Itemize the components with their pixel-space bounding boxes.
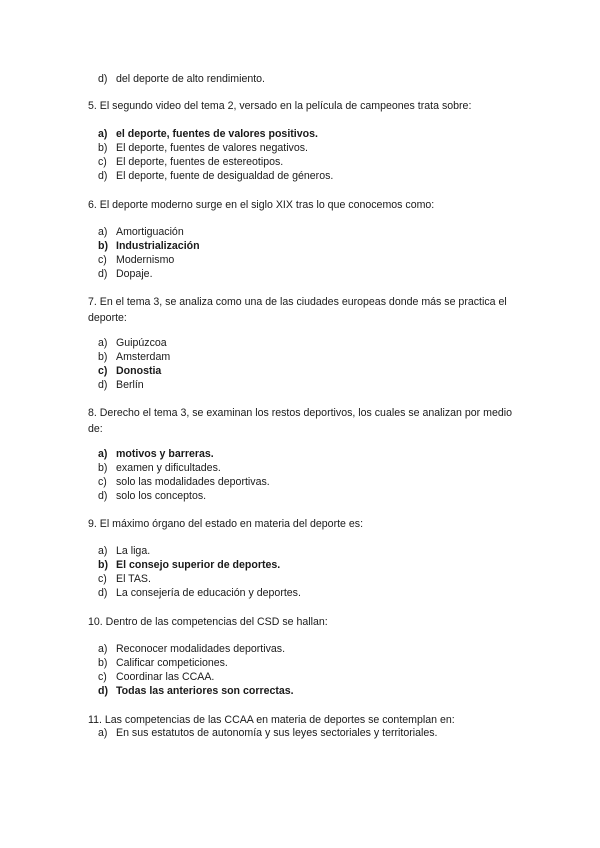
option-letter: b) bbox=[98, 351, 108, 363]
q5-option-a bbox=[98, 127, 318, 141]
option-letter: b) bbox=[98, 142, 108, 154]
option-letter: a) bbox=[98, 128, 108, 140]
q9-option-d bbox=[98, 586, 301, 600]
option-letter: c) bbox=[98, 254, 107, 266]
option-text: El deporte, fuentes de valores negativos. bbox=[116, 142, 308, 154]
option-text: examen y dificultades. bbox=[116, 462, 221, 474]
q10-option-d bbox=[98, 684, 294, 698]
option-letter: b) bbox=[98, 462, 108, 474]
option-letter: a) bbox=[98, 226, 108, 238]
q7-option-c bbox=[98, 364, 161, 378]
question-6: 6. El deporte moderno surge en el siglo XIX tras lo que conocemos como: bbox=[88, 199, 435, 211]
q8-option-a bbox=[98, 447, 214, 461]
option-text: Calificar competiciones. bbox=[116, 657, 228, 669]
option-letter: b) bbox=[98, 559, 108, 571]
option-letter: c) bbox=[98, 156, 107, 168]
q7-option-d bbox=[98, 378, 144, 392]
q6-option-a bbox=[98, 225, 184, 239]
q10-option-c bbox=[98, 670, 214, 684]
option-text: Modernismo bbox=[116, 254, 175, 266]
question-11: 11. Las competencias de las CCAA en materia de deportes se contemplan en: bbox=[88, 714, 455, 726]
option-letter: a) bbox=[98, 337, 108, 349]
option-letter: c) bbox=[98, 476, 107, 488]
option-text: Coordinar las CCAA. bbox=[116, 671, 215, 683]
option-letter: d) bbox=[98, 685, 108, 697]
option-letter: d) bbox=[98, 268, 108, 280]
q6-option-d bbox=[98, 267, 153, 281]
option-letter: d) bbox=[98, 170, 108, 182]
option-letter: a) bbox=[98, 727, 108, 739]
option-text: Todas las anteriores son correctas. bbox=[116, 685, 294, 697]
question-7: 7. En el tema 3, se analiza como una de las ciudades europeas donde más se practica el deporte: bbox=[88, 296, 507, 324]
option-text: La consejería de educación y deportes. bbox=[116, 587, 301, 599]
q5-option-c bbox=[98, 155, 283, 169]
q6-option-c bbox=[98, 253, 174, 267]
option-letter: d) bbox=[98, 379, 108, 391]
q6-option-b bbox=[98, 239, 200, 253]
option-text: Donostia bbox=[116, 365, 162, 377]
option-letter: a) bbox=[98, 448, 108, 460]
option-text: El deporte, fuentes de estereotipos. bbox=[116, 156, 284, 168]
question-10: 10. Dentro de las competencias del CSD se hallan: bbox=[88, 616, 328, 628]
q5-option-d bbox=[98, 169, 333, 183]
q11-option-a bbox=[98, 726, 438, 740]
option-text: Industrialización bbox=[116, 240, 200, 252]
option-letter: b) bbox=[98, 240, 108, 252]
question-5: 5. El segundo video del tema 2, versado en la película de campeones trata sobre: bbox=[88, 100, 472, 112]
option-letter: a) bbox=[98, 643, 108, 655]
option-letter: c) bbox=[98, 573, 107, 585]
q9-option-b bbox=[98, 558, 280, 572]
option-text: Amortiguación bbox=[116, 226, 184, 238]
option-letter: c) bbox=[98, 671, 107, 683]
option-text: Berlín bbox=[116, 379, 144, 391]
q8-option-d bbox=[98, 489, 206, 503]
question-8: 8. Derecho el tema 3, se examinan los restos deportivos, los cuales se analizan por medio de: bbox=[88, 407, 512, 435]
option-text: solo los conceptos. bbox=[116, 490, 207, 502]
option-letter: d) bbox=[98, 73, 108, 85]
option-letter: d) bbox=[98, 490, 108, 502]
q9-option-c bbox=[98, 572, 151, 586]
option-text: Amsterdam bbox=[116, 351, 171, 363]
option-text: En sus estatutos de autonomía y sus leyes sectoriales y territoriales. bbox=[116, 727, 438, 739]
q10-option-b bbox=[98, 656, 228, 670]
option-letter: b) bbox=[98, 657, 108, 669]
q9-option-a bbox=[98, 544, 150, 558]
q8-option-c bbox=[98, 475, 270, 489]
option-text: del deporte de alto rendimiento. bbox=[116, 73, 266, 85]
option-letter: a) bbox=[98, 545, 108, 557]
option-text: motivos y barreras. bbox=[116, 448, 214, 460]
q8-option-b bbox=[98, 461, 221, 475]
option-text: solo las modalidades deportivas. bbox=[116, 476, 270, 488]
option-text: El deporte, fuente de desigualdad de géneros. bbox=[116, 170, 334, 182]
option-text: Guipúzcoa bbox=[116, 337, 167, 349]
q5-option-b bbox=[98, 141, 308, 155]
option-text: Reconocer modalidades deportivas. bbox=[116, 643, 286, 655]
option-text: El consejo superior de deportes. bbox=[116, 559, 281, 571]
q10-option-a bbox=[98, 642, 285, 656]
option-text: El TAS. bbox=[116, 573, 151, 585]
option-text: el deporte, fuentes de valores positivos. bbox=[116, 128, 318, 140]
option-text: La liga. bbox=[116, 545, 151, 557]
q7-option-a bbox=[98, 336, 167, 350]
q7-option-b bbox=[98, 350, 170, 364]
question-9: 9. El máximo órgano del estado en materia del deporte es: bbox=[88, 518, 364, 530]
option-text: Dopaje. bbox=[116, 268, 153, 280]
option-letter: c) bbox=[98, 365, 108, 377]
q4-option-d bbox=[98, 72, 265, 86]
option-letter: d) bbox=[98, 587, 108, 599]
